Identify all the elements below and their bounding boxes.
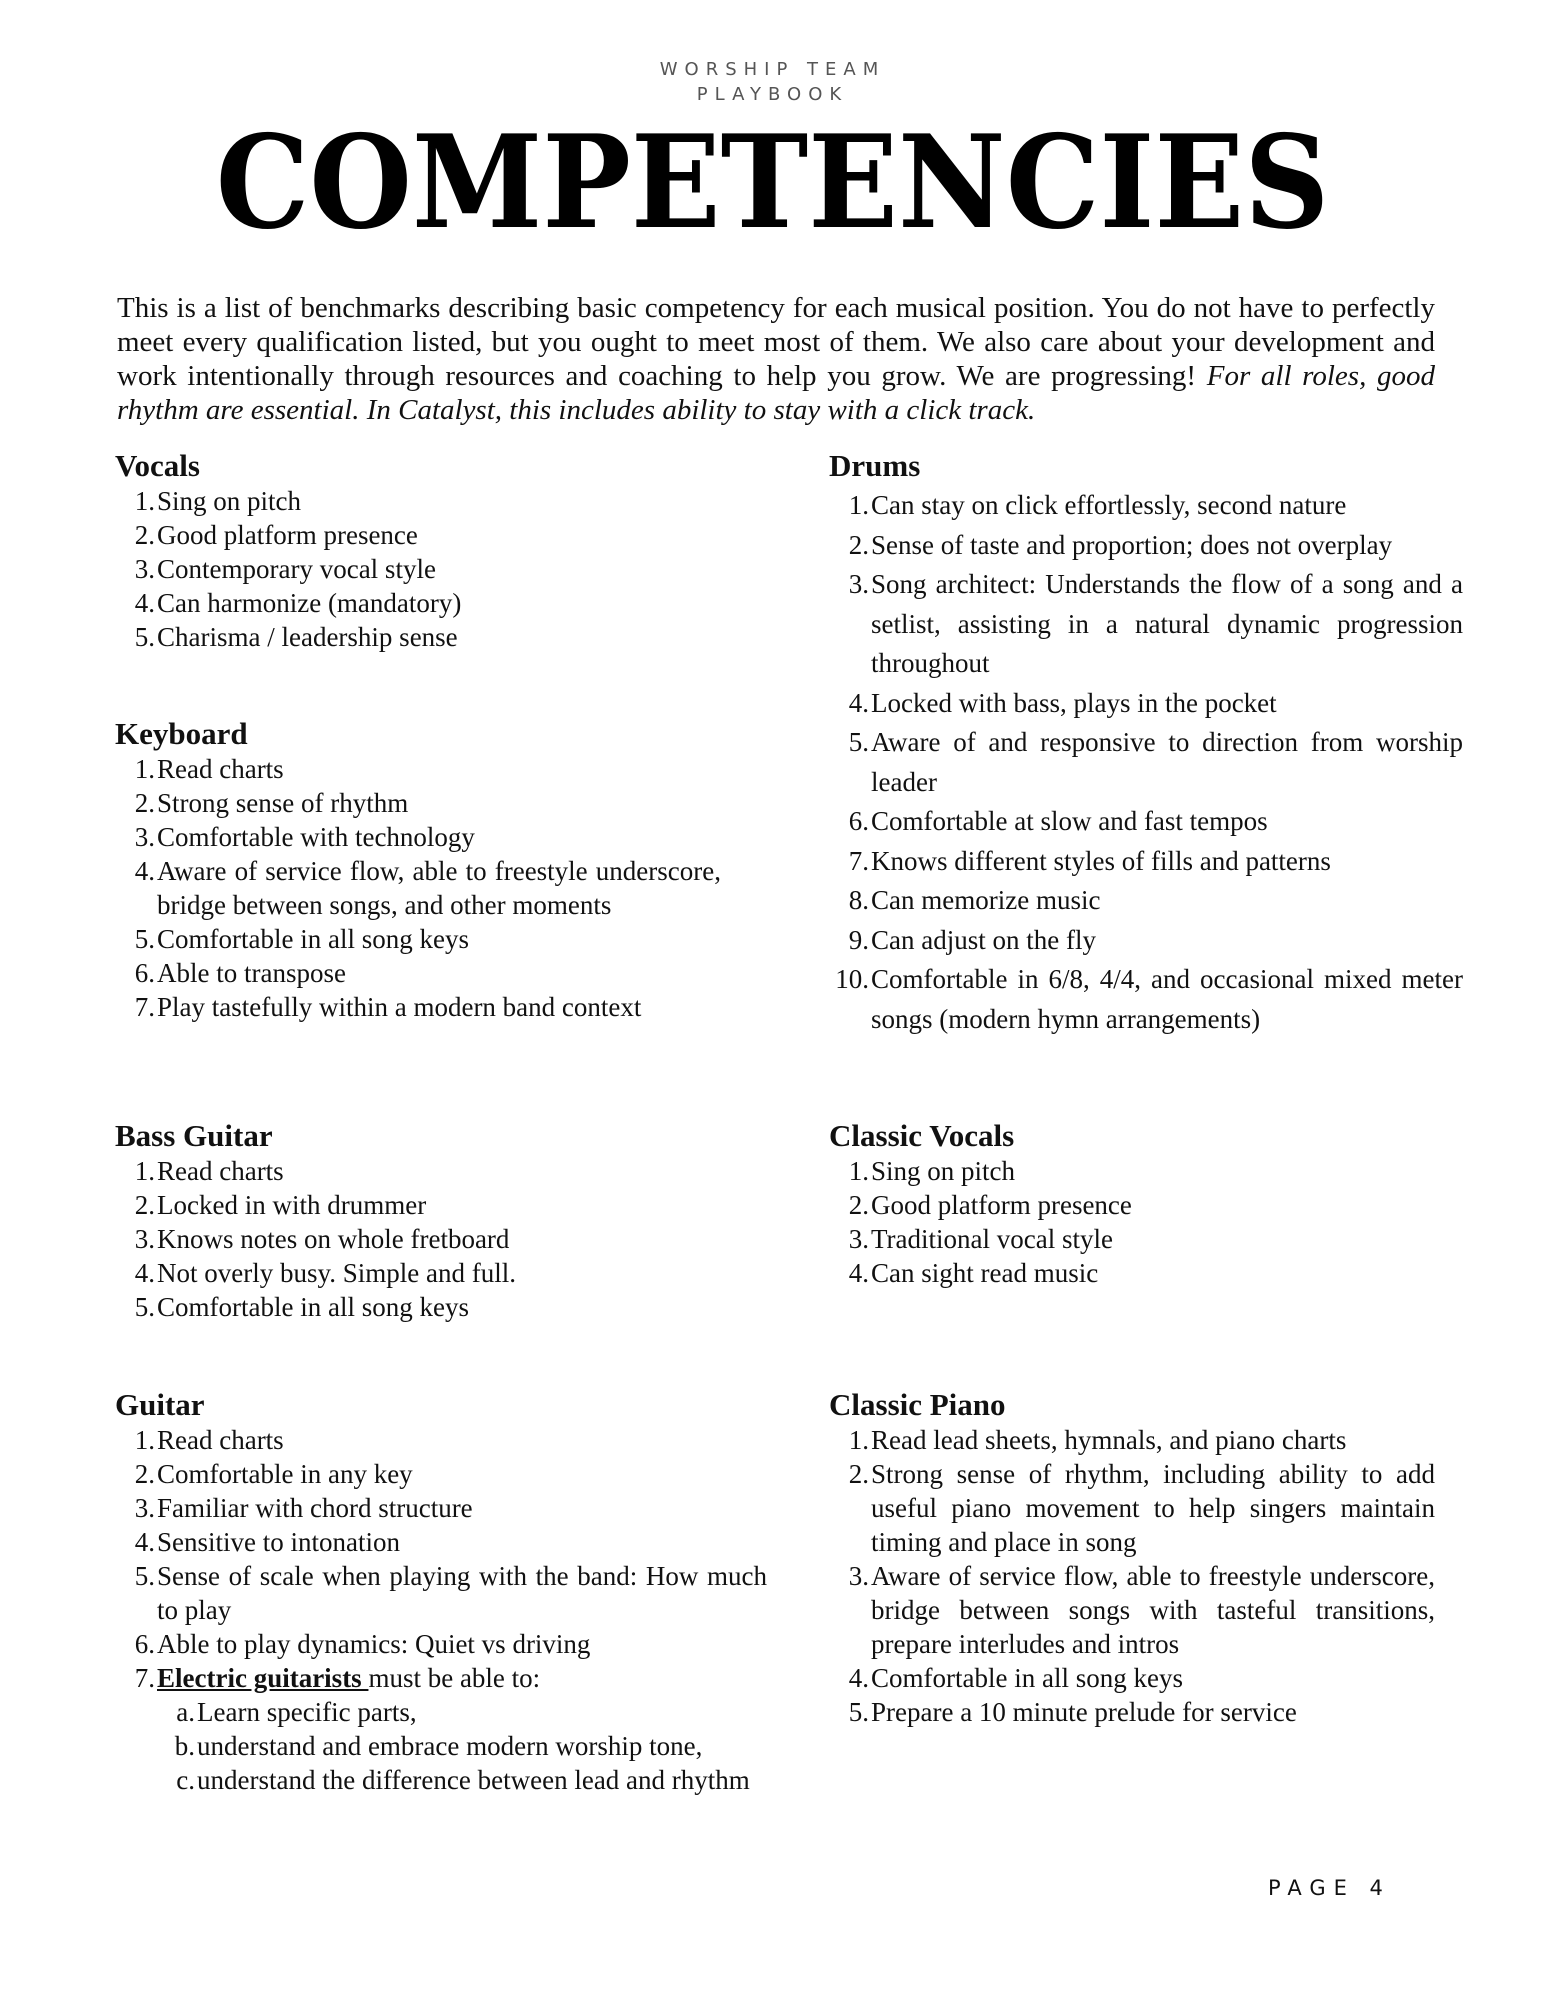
list-item-text: Read lead sheets, hymnals, and piano charts bbox=[871, 1425, 1347, 1455]
list-item bbox=[829, 1222, 1435, 1256]
list-number: 5. bbox=[134, 1561, 155, 1591]
list-item-text: Can harmonize (mandatory) bbox=[157, 588, 462, 618]
list-number: 7. bbox=[848, 845, 869, 876]
list-item-text: understand and embrace modern worship tone, bbox=[197, 1731, 703, 1761]
list-item-text: Knows different styles of fills and patterns bbox=[871, 845, 1331, 876]
list-item bbox=[829, 921, 1463, 961]
list-item bbox=[115, 484, 721, 518]
list-item bbox=[155, 1763, 767, 1797]
list-item bbox=[829, 1256, 1435, 1290]
list-number: 5. bbox=[848, 1697, 869, 1727]
list-item-text: Good platform presence bbox=[157, 520, 418, 550]
list-item bbox=[115, 1256, 721, 1290]
list-item-text: Comfortable in all song keys bbox=[871, 1663, 1183, 1693]
list-item bbox=[115, 752, 721, 786]
intro-italic-note: For all roles, good rhythm are essential. In Catalyst, this includes ability to stay with a click track. bbox=[117, 360, 1435, 426]
list-number: a. bbox=[176, 1697, 195, 1727]
electric-guitarists-label: Electric guitarists bbox=[157, 1663, 369, 1693]
list-item bbox=[829, 802, 1463, 842]
section-title: Guitar bbox=[115, 1387, 205, 1422]
list-item-text: Comfortable at slow and fast tempos bbox=[871, 806, 1268, 836]
list-number: c. bbox=[176, 1765, 195, 1795]
competency-list bbox=[829, 1423, 1435, 1729]
list-item-text: Sensitive to intonation bbox=[157, 1527, 400, 1557]
list-item bbox=[829, 1695, 1435, 1729]
header-kicker-line1: WORSHIP TEAM bbox=[659, 59, 886, 80]
list-item-text: Good platform presence bbox=[871, 1190, 1132, 1220]
list-item-text: Locked with bass, plays in the pocket bbox=[871, 687, 1277, 718]
list-item-text: Aware of service flow, able to freestyle underscore, bridge between songs, and other moments bbox=[157, 856, 721, 920]
competency-list bbox=[115, 752, 721, 1024]
list-number: b. bbox=[174, 1731, 195, 1761]
list-item bbox=[115, 854, 721, 922]
list-item-text: Can adjust on the fly bbox=[871, 924, 1096, 955]
list-number: 5. bbox=[134, 1292, 155, 1322]
list-item bbox=[115, 1222, 721, 1256]
list-item bbox=[115, 786, 721, 820]
page-number: PAGE 4 bbox=[1268, 1876, 1391, 1900]
list-item bbox=[829, 526, 1463, 566]
list-item-text: Can sight read music bbox=[871, 1258, 1099, 1288]
list-item bbox=[115, 620, 721, 654]
list-item bbox=[115, 1525, 767, 1559]
list-item bbox=[115, 922, 721, 956]
list-item bbox=[829, 486, 1463, 526]
list-number: 4. bbox=[134, 588, 155, 618]
section-bass-guitar bbox=[115, 1118, 721, 1324]
list-item-text: Able to play dynamics: Quiet vs driving bbox=[157, 1629, 591, 1659]
list-number: 2. bbox=[848, 529, 869, 560]
list-number: 1. bbox=[848, 490, 869, 520]
section-title: Drums bbox=[829, 448, 921, 483]
list-item bbox=[115, 1627, 767, 1661]
section-keyboard bbox=[115, 716, 721, 1024]
list-item bbox=[115, 990, 721, 1024]
list-item bbox=[829, 960, 1463, 1039]
list-number: 3. bbox=[848, 1224, 869, 1254]
list-number: 3. bbox=[848, 1561, 869, 1591]
section-title: Vocals bbox=[115, 448, 200, 483]
list-item bbox=[829, 1188, 1435, 1222]
list-item-text: Comfortable with technology bbox=[157, 822, 475, 852]
list-number: 5. bbox=[134, 622, 155, 652]
list-item-text: Comfortable in any key bbox=[157, 1459, 413, 1489]
list-number: 5. bbox=[848, 727, 869, 757]
list-number: 6. bbox=[134, 1629, 155, 1659]
list-number: 8. bbox=[848, 885, 869, 915]
list-item-text: Prepare a 10 minute prelude for service bbox=[871, 1697, 1297, 1727]
list-item bbox=[829, 723, 1463, 802]
list-number: 4. bbox=[848, 1258, 869, 1288]
section-title: Classic Piano bbox=[829, 1387, 1006, 1422]
competency-list bbox=[829, 1154, 1435, 1290]
list-item-text: Song architect: Understands the flow of a song and a setlist, assisting in a natural dynamic progression throughout bbox=[871, 569, 1463, 678]
list-item bbox=[115, 552, 721, 586]
header-kicker-line2: PLAYBOOK bbox=[696, 84, 849, 105]
list-item-text: Contemporary vocal style bbox=[157, 554, 436, 584]
list-item bbox=[115, 1423, 767, 1457]
list-item bbox=[115, 1559, 767, 1627]
list-item-text: Strong sense of rhythm, including ability to add useful piano movement to help singers maintain timing and place in song bbox=[871, 1459, 1435, 1557]
list-item-text: Aware of and responsive to direction from worship leader bbox=[871, 727, 1463, 797]
list-item-text: Charisma / leadership sense bbox=[157, 622, 458, 652]
list-item-text: Read charts bbox=[157, 1156, 284, 1186]
list-item bbox=[829, 565, 1463, 684]
list-item bbox=[115, 518, 721, 552]
list-item bbox=[829, 684, 1463, 724]
competency-list bbox=[829, 486, 1463, 1039]
list-item-text: Strong sense of rhythm bbox=[157, 788, 409, 818]
list-item bbox=[115, 1491, 767, 1525]
list-item-text: must be able to: bbox=[368, 1663, 541, 1693]
competency-list bbox=[115, 1423, 767, 1661]
list-item bbox=[829, 1559, 1435, 1661]
list-item bbox=[115, 586, 721, 620]
list-number: 7. bbox=[134, 992, 155, 1022]
list-item bbox=[115, 956, 721, 990]
list-item bbox=[115, 1188, 721, 1222]
list-number: 3. bbox=[134, 1224, 155, 1254]
intro-text: This is a list of benchmarks describing basic competency for each musical position. You do not have to perfectly meet every qualification listed, but you ought to meet most of them. We also care about your development and work intentionally through resources and coaching to help you grow. We are progressing! bbox=[117, 292, 1435, 392]
section-guitar bbox=[115, 1387, 767, 1797]
list-number: 6. bbox=[134, 958, 155, 988]
list-item-text: Sing on pitch bbox=[871, 1156, 1016, 1186]
list-item bbox=[115, 1154, 721, 1188]
list-number: 2. bbox=[848, 1459, 869, 1489]
list-number: 3. bbox=[134, 1493, 155, 1523]
section-vocals bbox=[115, 448, 721, 654]
list-item bbox=[115, 1661, 767, 1695]
list-number: 4. bbox=[848, 1663, 869, 1693]
list-number: 4. bbox=[848, 687, 869, 718]
list-item-text: Locked in with drummer bbox=[157, 1190, 427, 1220]
list-item-text: Sing on pitch bbox=[157, 486, 302, 516]
list-item bbox=[829, 842, 1463, 882]
list-number: 10. bbox=[835, 964, 869, 994]
list-number: 2. bbox=[848, 1190, 869, 1220]
list-item bbox=[829, 1423, 1435, 1457]
competency-list bbox=[115, 484, 721, 654]
list-number: 9. bbox=[848, 924, 869, 955]
list-number: 4. bbox=[134, 1258, 155, 1288]
list-item-text: Play tastefully within a modern band context bbox=[157, 992, 642, 1022]
section-title: Classic Vocals bbox=[829, 1118, 1015, 1153]
page-title: COMPETENCIES bbox=[215, 108, 1330, 258]
list-number: 2. bbox=[134, 1190, 155, 1220]
list-item-text: Read charts bbox=[157, 1425, 284, 1455]
list-number: 3. bbox=[134, 554, 155, 584]
list-number: 1. bbox=[848, 1156, 869, 1186]
list-item-text: Sense of scale when playing with the band: How much to play bbox=[157, 1561, 767, 1625]
list-number: 4. bbox=[134, 856, 155, 886]
list-item-text: Not overly busy. Simple and full. bbox=[157, 1258, 516, 1288]
list-item-text: Read charts bbox=[157, 754, 284, 784]
section-title: Bass Guitar bbox=[115, 1118, 273, 1153]
list-item bbox=[115, 820, 721, 854]
section-drums bbox=[829, 448, 1463, 1039]
list-number: 2. bbox=[134, 520, 155, 550]
list-number: 2. bbox=[134, 788, 155, 818]
list-item-text: Able to transpose bbox=[157, 958, 346, 988]
list-number: 1. bbox=[134, 1156, 155, 1186]
list-number: 6. bbox=[848, 806, 869, 836]
section-classic-vocals bbox=[829, 1118, 1435, 1290]
list-item-text: Comfortable in all song keys bbox=[157, 924, 469, 954]
list-item-text: Familiar with chord structure bbox=[157, 1493, 473, 1523]
list-number: 7. bbox=[134, 1663, 155, 1693]
list-number: 1. bbox=[134, 754, 155, 784]
list-item-text: Aware of service flow, able to freestyle underscore, bridge between songs with tasteful transitions, prepare interludes and intros bbox=[871, 1561, 1435, 1659]
list-item bbox=[115, 1290, 721, 1324]
list-number: 4. bbox=[134, 1527, 155, 1557]
list-item-text: Can memorize music bbox=[871, 885, 1101, 915]
list-number: 1. bbox=[134, 486, 155, 516]
list-item-text: Comfortable in 6/8, 4/4, and occasional mixed meter songs (modern hymn arrangements) bbox=[871, 964, 1463, 1034]
sub-list bbox=[155, 1695, 767, 1797]
list-item bbox=[155, 1695, 767, 1729]
list-item-text: understand the difference between lead and rhythm bbox=[197, 1765, 750, 1795]
list-item-text: Traditional vocal style bbox=[871, 1224, 1113, 1254]
competency-list bbox=[115, 1154, 721, 1324]
section-title: Keyboard bbox=[115, 716, 248, 751]
list-item bbox=[829, 1661, 1435, 1695]
list-item bbox=[829, 881, 1463, 921]
list-number: 2. bbox=[134, 1459, 155, 1489]
section-classic-piano bbox=[829, 1387, 1435, 1729]
list-item bbox=[829, 1154, 1435, 1188]
list-item-text: Can stay on click effortlessly, second nature bbox=[871, 490, 1347, 520]
intro-paragraph bbox=[117, 291, 1435, 427]
list-number: 1. bbox=[848, 1425, 869, 1455]
list-item-text: Comfortable in all song keys bbox=[157, 1292, 469, 1322]
list-item-text: Sense of taste and proportion; does not overplay bbox=[871, 529, 1393, 560]
list-number: 3. bbox=[134, 822, 155, 852]
list-item bbox=[115, 1457, 767, 1491]
list-item bbox=[155, 1729, 767, 1763]
list-number: 1. bbox=[134, 1425, 155, 1455]
list-number: 5. bbox=[134, 924, 155, 954]
list-item bbox=[829, 1457, 1435, 1559]
list-item-text: Knows notes on whole fretboard bbox=[157, 1224, 510, 1254]
list-number: 3. bbox=[848, 569, 869, 599]
list-item-text: Learn specific parts, bbox=[197, 1697, 417, 1727]
